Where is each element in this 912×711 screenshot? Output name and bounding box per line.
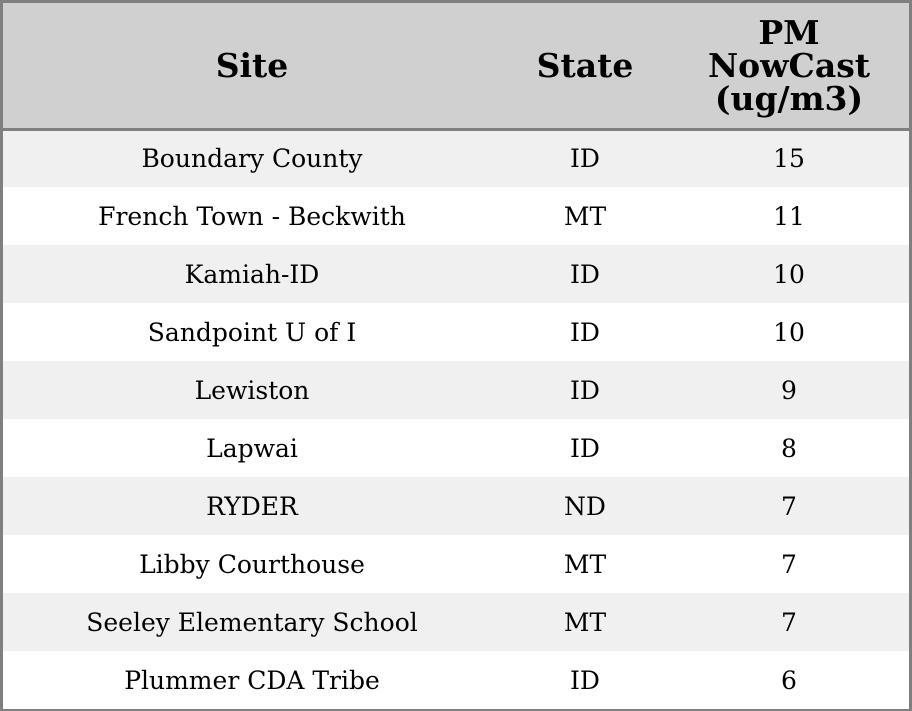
column-header-pm-line-3: (ug/m3) <box>714 78 864 118</box>
cell-pm-value: 6 <box>781 665 797 695</box>
cell-state: MT <box>563 607 607 637</box>
cell-pm-value: 7 <box>781 549 797 579</box>
cell-site: Boundary County <box>141 144 363 174</box>
cell-pm-value: 11 <box>773 201 805 231</box>
cell-pm-value: 7 <box>781 491 797 521</box>
cell-site: Plummer CDA Tribe <box>124 665 380 695</box>
cell-site: Seeley Elementary School <box>86 607 418 637</box>
table-row <box>3 303 909 361</box>
table-row <box>3 651 909 709</box>
column-header-pm-line-2: NowCast <box>707 45 871 85</box>
cell-state: ID <box>570 665 600 695</box>
table-row <box>3 245 909 303</box>
cell-state: ID <box>570 433 600 463</box>
cell-site: Lewiston <box>194 375 310 405</box>
cell-pm-value: 10 <box>773 259 805 289</box>
cell-state: MT <box>563 549 607 579</box>
cell-pm-value: 9 <box>781 375 797 405</box>
cell-state: ID <box>570 317 600 347</box>
cell-state: ID <box>570 375 600 405</box>
table-row <box>3 187 909 245</box>
table-row <box>3 593 909 651</box>
cell-pm-value: 7 <box>781 607 797 637</box>
header-row <box>3 3 909 129</box>
cell-state: ID <box>570 259 600 289</box>
table-row <box>3 477 909 535</box>
table-header <box>3 3 909 129</box>
table-row <box>3 535 909 593</box>
cell-state: ND <box>564 491 606 521</box>
cell-site: Kamiah-ID <box>184 259 320 289</box>
cell-site: Libby Courthouse <box>139 549 365 579</box>
cell-state: MT <box>563 201 607 231</box>
table-row <box>3 129 909 187</box>
column-header-pm-nowcast <box>669 3 909 129</box>
cell-site: RYDER <box>206 491 298 521</box>
table-body <box>3 129 909 709</box>
cell-site: Lapwai <box>206 433 298 463</box>
column-header-state: State <box>501 3 669 129</box>
cell-site: French Town - Beckwith <box>98 201 406 231</box>
column-header-pm-line-1: PM <box>758 12 820 52</box>
data-table <box>3 3 909 709</box>
table-row <box>3 419 909 477</box>
cell-pm-value: 8 <box>781 433 797 463</box>
cell-pm-value: 10 <box>773 317 805 347</box>
column-header-site: Site <box>3 3 501 129</box>
cell-pm-value: 15 <box>773 144 805 174</box>
table-row <box>3 361 909 419</box>
cell-state: ID <box>570 144 600 174</box>
cell-site: Sandpoint U of I <box>147 317 357 347</box>
